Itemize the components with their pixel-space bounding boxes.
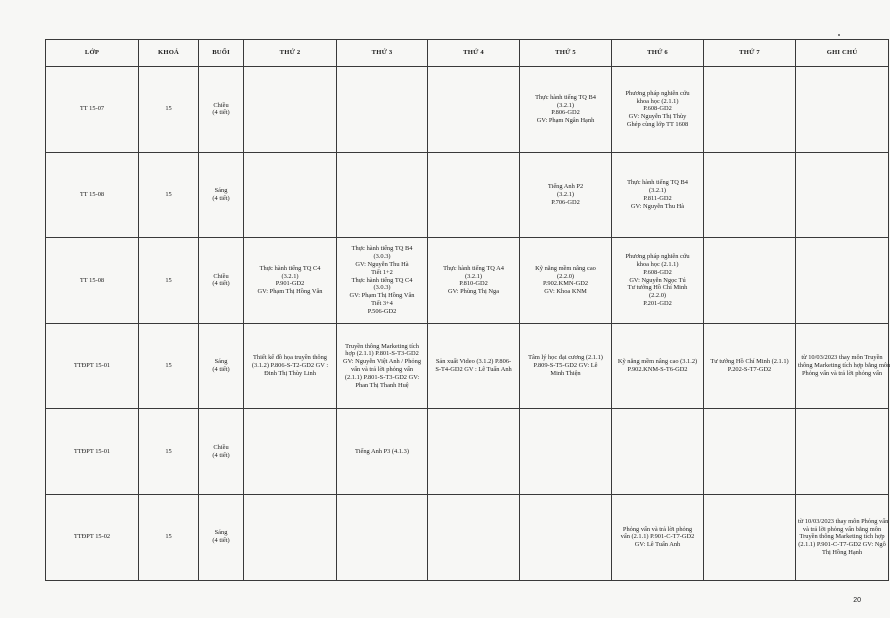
cell-line: P.809-S-T5-GD2 GV: Lê <box>533 362 598 370</box>
cell-line: GV: Lê Tuấn Anh <box>634 541 681 549</box>
cell-thu6 <box>612 152 704 238</box>
cell-line: (2.1.1) P.901-C-T7-GD2 GV: Ngô <box>798 541 886 549</box>
cell-line: Sản xuất Video (3.1.2) P.806- <box>435 358 512 366</box>
cell-line: (3.2.1) <box>464 272 483 280</box>
cell-thu5 <box>520 494 612 580</box>
cell-line: (4 tiết) <box>212 109 230 117</box>
cell-line: P.811-GD2 <box>643 194 672 202</box>
cell-line: (3.2.1) <box>556 190 575 198</box>
cell-thu7 <box>704 238 796 324</box>
table-row <box>46 152 889 238</box>
cell-line: Thực hành tiếng TQ B4 <box>535 93 596 101</box>
cell-thu7 <box>704 67 796 153</box>
cell-line: Phỏng vấn và trả lời phỏng vấn <box>801 369 883 377</box>
cell-line: Phỏng vấn và trả lời phỏng <box>622 525 693 533</box>
cell-line: GV: Nguyễn Việt Anh / Phỏng <box>343 358 422 366</box>
cell-line: Phương pháp nghiên cứu <box>625 253 690 261</box>
cell-lop: TT 15-08 <box>46 238 139 324</box>
schedule-body <box>46 67 889 581</box>
cell-thu2 <box>244 152 337 238</box>
cell-thu4 <box>428 409 520 495</box>
cell-line: (4 tiết) <box>212 366 230 374</box>
cell-line: GV: Khoa KNM <box>544 288 587 296</box>
cell-ghichu <box>796 409 889 495</box>
cell-line: GV: Phạm Thị Hồng Vân <box>349 292 415 300</box>
cell-line: P.506-GD2 <box>367 307 397 315</box>
cell-line: Tiếng Anh P3 (4.1.3) <box>355 447 409 455</box>
cell-khoa: 15 <box>139 494 199 580</box>
cell-line: Sáng <box>214 529 228 537</box>
cell-line: Tâm lý học đại cương (2.1.1) <box>528 354 603 362</box>
cell-line: từ 10/03/2023 thay môn Truyền <box>801 354 883 362</box>
cell-lop: TTĐPT 15-01 <box>46 323 139 409</box>
cell-lop: TTĐPT 15-01 <box>46 409 139 495</box>
cell-line: P.608-GD2 <box>643 268 672 276</box>
table-row <box>46 67 889 153</box>
header-lop: LỚP <box>46 40 139 67</box>
cell-line: GV: Nguyễn Ngọc Tú <box>629 276 686 284</box>
cell-line: Chiều <box>213 443 229 451</box>
cell-line: Tiết 1+2 <box>371 268 393 276</box>
page-number: 20 <box>853 597 861 604</box>
header-thu2: THỨ 2 <box>244 40 337 67</box>
cell-thu4 <box>428 67 520 153</box>
cell-line: Chiều <box>213 101 229 109</box>
header-khoa: KHOÁ <box>139 40 199 67</box>
cell-line: Thực hành tiếng TQ A4 <box>443 264 504 272</box>
cell-line: Minh Thiện <box>550 369 581 377</box>
cell-line: Sáng <box>214 187 228 195</box>
cell-line: khoa học (2.1.1) <box>636 97 679 105</box>
header-buoi: BUỔI <box>199 40 244 67</box>
cell-line: S-T4-GD2 GV : Lê Tuấn Anh <box>435 366 512 374</box>
cell-thu7 <box>704 494 796 580</box>
cell-line: P.902.KNM-S-T6-GD2 <box>627 366 688 374</box>
cell-line: (4 tiết) <box>212 451 230 459</box>
cell-thu2 <box>244 323 337 409</box>
cell-line: P.608-GD2 <box>643 105 672 113</box>
cell-ghichu <box>796 67 889 153</box>
cell-line: GV: Nguyễn Thu Hà <box>630 202 685 210</box>
header-row <box>46 40 889 67</box>
cell-line: GV: Nguyễn Thu Hà <box>355 260 409 268</box>
cell-thu6 <box>612 494 704 580</box>
cell-line: (3.0.3) <box>373 253 391 261</box>
cell-line: GV: Phạm Thị Hồng Vân <box>257 288 323 296</box>
cell-ghichu <box>796 238 889 324</box>
cell-thu2 <box>244 494 337 580</box>
cell-ghichu <box>796 323 889 409</box>
cell-line: Tư tưởng Hồ Chí Minh (2.1.1) <box>710 358 789 366</box>
cell-lop: TTĐPT 15-02 <box>46 494 139 580</box>
cell-thu3 <box>337 409 428 495</box>
cell-line: và trả lời phỏng vấn bằng môn <box>802 525 882 533</box>
cell-line: Thực hành tiếng TQ B4 <box>627 179 688 187</box>
cell-line: Chiều <box>213 272 229 280</box>
cell-line: Phương pháp nghiên cứu <box>625 89 690 97</box>
cell-line: Tiếng Anh P2 <box>547 183 584 191</box>
cell-line: (2.2.0) <box>556 272 575 280</box>
cell-khoa: 15 <box>139 238 199 324</box>
cell-line: GV: Phùng Thị Nga <box>447 288 500 296</box>
cell-line: Kỹ năng mềm nâng cao (3.1.2) <box>617 358 698 366</box>
table-row <box>46 409 889 495</box>
cell-line: Truyền thông Marketing tích <box>345 342 419 350</box>
cell-line: (4 tiết) <box>212 537 230 545</box>
cell-line: Thực hành tiếng TQ C4 <box>351 276 413 284</box>
cell-line: P.810-GD2 <box>459 280 488 288</box>
cell-line: Kỹ năng mềm nâng cao <box>535 264 596 272</box>
cell-line: (2.2.0) <box>648 292 667 300</box>
cell-line: P.202-S-T7-GD2 <box>727 366 772 374</box>
cell-line: (3.2.1) <box>556 101 575 109</box>
cell-thu3 <box>337 152 428 238</box>
cell-thu3 <box>337 323 428 409</box>
table-row <box>46 494 889 580</box>
cell-thu6 <box>612 238 704 324</box>
header-thu6: THỨ 6 <box>612 40 704 67</box>
cell-thu5 <box>520 323 612 409</box>
cell-thu6 <box>612 67 704 153</box>
cell-line: vấn và trả lời phỏng vấn <box>350 366 414 374</box>
header-ghichu: GHI CHÚ <box>796 40 889 67</box>
cell-line: (3.2.1) <box>648 187 667 195</box>
cell-line: khoa học (2.1.1) <box>636 260 679 268</box>
cell-lop: TT 15-07 <box>46 67 139 153</box>
cell-line: (2.1.1) P.801-S-T3-GD2 GV: <box>344 373 420 381</box>
cell-thu5 <box>520 152 612 238</box>
cell-thu4 <box>428 152 520 238</box>
cell-buoi <box>199 67 244 153</box>
page-mark-dot <box>838 34 840 36</box>
table-row <box>46 238 889 324</box>
cell-line: Thiết kế đồ họa truyền thông <box>253 354 328 362</box>
schedule-table <box>45 39 889 581</box>
cell-line: GV: Phạm Ngân Hạnh <box>536 117 595 125</box>
cell-buoi <box>199 238 244 324</box>
cell-buoi <box>199 494 244 580</box>
cell-thu2 <box>244 238 337 324</box>
header-thu3: THỨ 3 <box>337 40 428 67</box>
cell-thu4 <box>428 494 520 580</box>
cell-line: thông Marketing tích hợp bằng môn <box>798 362 890 370</box>
cell-line: Tiết 3+4 <box>371 299 393 307</box>
cell-buoi <box>199 152 244 238</box>
cell-line: P.806-GD2 <box>551 109 580 117</box>
cell-thu3 <box>337 494 428 580</box>
cell-thu4 <box>428 323 520 409</box>
cell-line: (4 tiết) <box>212 280 230 288</box>
cell-buoi <box>199 323 244 409</box>
cell-line: Truyền thông Marketing tích hợp <box>799 533 885 541</box>
cell-line: P.902.KMN-GD2 <box>542 280 589 288</box>
cell-line: (3.0.3) <box>373 284 391 292</box>
cell-line: Thực hành tiếng TQ B4 <box>351 245 413 253</box>
table-row <box>46 323 889 409</box>
cell-line: Ghép cùng lớp TT 1608 <box>626 120 689 128</box>
cell-khoa: 15 <box>139 152 199 238</box>
header-thu7: THỨ 7 <box>704 40 796 67</box>
cell-thu3 <box>337 67 428 153</box>
cell-ghichu <box>796 494 889 580</box>
cell-thu5 <box>520 238 612 324</box>
cell-thu5 <box>520 67 612 153</box>
cell-line: (3.2.1) <box>281 272 299 280</box>
cell-line: Tư tưởng Hồ Chí Minh <box>627 284 688 292</box>
cell-line: P.201-GD2 <box>643 299 672 307</box>
cell-line: Sáng <box>214 358 228 366</box>
cell-buoi <box>199 409 244 495</box>
header-thu5: THỨ 5 <box>520 40 612 67</box>
cell-thu2 <box>244 67 337 153</box>
cell-khoa: 15 <box>139 323 199 409</box>
cell-thu2 <box>244 409 337 495</box>
cell-thu7 <box>704 323 796 409</box>
cell-thu6 <box>612 409 704 495</box>
cell-thu6 <box>612 323 704 409</box>
cell-line: Phan Thị Thanh Huệ <box>355 381 409 389</box>
cell-ghichu <box>796 152 889 238</box>
cell-lop: TT 15-08 <box>46 152 139 238</box>
cell-thu3 <box>337 238 428 324</box>
cell-thu7 <box>704 152 796 238</box>
header-thu4: THỨ 4 <box>428 40 520 67</box>
cell-thu5 <box>520 409 612 495</box>
cell-thu4 <box>428 238 520 324</box>
cell-line: (4 tiết) <box>212 194 230 202</box>
cell-thu7 <box>704 409 796 495</box>
cell-line: từ 10/03/2023 thay môn Phỏng vấn <box>798 517 889 525</box>
cell-line: P.901-GD2 <box>275 280 305 288</box>
cell-khoa: 15 <box>139 67 199 153</box>
cell-line: Thực hành tiếng TQ C4 <box>259 264 321 272</box>
cell-line: GV: Nguyễn Thị Thùy <box>628 113 687 121</box>
cell-line: (3.1.2) P.806-S-T2-GD2 GV : <box>251 362 329 370</box>
cell-line: Đinh Thị Thùy Linh <box>264 369 316 377</box>
cell-line: Thị Hồng Hạnh <box>821 548 863 556</box>
cell-line: vấn (2.1.1) P.901-C-T7-GD2 <box>620 533 695 541</box>
cell-khoa: 15 <box>139 409 199 495</box>
cell-line: P.706-GD2 <box>551 198 580 206</box>
cell-line: hợp (2.1.1) P.801-S-T3-GD2 <box>345 350 419 358</box>
